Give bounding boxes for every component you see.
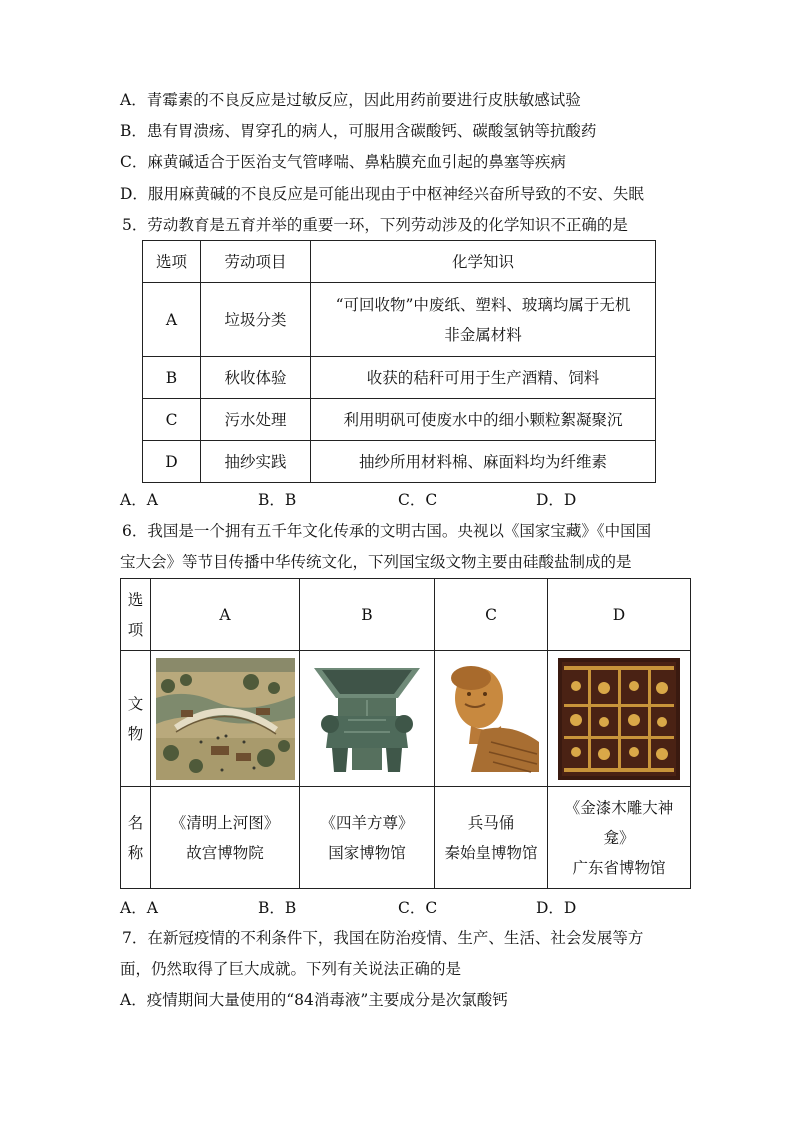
column-option-d: D: [548, 579, 691, 651]
artifact-name: 《四羊方尊》: [320, 813, 414, 832]
painting-image: [156, 658, 295, 780]
q5-stem: 5．劳动教育是五育并举的重要一环，下列劳动涉及的化学知识不正确的是: [122, 216, 628, 234]
q7-option-a: A．疫情期间大量使用的“84消毒液”主要成分是次氯酸钙: [120, 991, 508, 1009]
row-knowledge: [311, 283, 656, 357]
museum-name: 国家博物馆: [328, 843, 406, 862]
q6-table: [120, 578, 691, 889]
name-cell-c: [435, 787, 548, 889]
name-cell-d: [548, 787, 691, 889]
header-knowledge: 化学知识: [311, 241, 656, 283]
answer-d: D．D: [536, 491, 577, 509]
answer-c: C．C: [398, 899, 438, 917]
table-row: [143, 357, 656, 399]
artifact-cell-c: [435, 651, 548, 787]
q7-stem-line-1: 7．在新冠疫情的不利条件下，我国在防治疫情、生产、生活、社会发展等方: [122, 929, 644, 947]
answer-a: A．A: [120, 899, 158, 917]
museum-name: 秦始皇博物馆: [444, 843, 538, 862]
row-option: B: [143, 357, 201, 399]
column-option-a: A: [151, 579, 300, 651]
row-option: D: [143, 441, 201, 483]
label-char: 选: [127, 590, 144, 609]
q7-stem-line-2: 面，仍然取得了巨大成就。下列有关说法正确的是: [120, 960, 462, 978]
table-row: [121, 787, 691, 889]
terracotta-warrior-image: [441, 664, 541, 774]
museum-name: 故宫博物院: [186, 843, 264, 862]
table-header-row: [121, 579, 691, 651]
artifact-name: 《金漆木雕大神: [564, 798, 674, 817]
artifact-name: 《清明上河图》: [170, 813, 280, 832]
name-cell-a: [151, 787, 300, 889]
q5-answer-options: [120, 490, 576, 510]
answer-b: B．B: [258, 899, 297, 917]
row-option: A: [143, 283, 201, 357]
row-label-name: [121, 787, 151, 889]
label-char: 物: [127, 724, 144, 743]
artifact-name-cont: 龛》: [603, 828, 635, 847]
label-char: 称: [127, 843, 144, 862]
q4-option-d: D．服用麻黄碱的不良反应是可能出现由于中枢神经兴奋所导致的不安、失眠: [120, 185, 644, 203]
q5-table: [142, 240, 656, 483]
row-project: 垃圾分类: [201, 283, 311, 357]
label-char: 文: [127, 694, 144, 713]
knowledge-line: “可回收物”中废纸、塑料、玻璃均属于无机: [335, 295, 631, 314]
name-cell-b: [300, 787, 435, 889]
table-row: [121, 651, 691, 787]
column-option-c: C: [435, 579, 548, 651]
row-label-artifact: [121, 651, 151, 787]
row-label-option: [121, 579, 151, 651]
answer-b: B．B: [258, 491, 297, 509]
artifact-name: 兵马俑: [467, 813, 515, 832]
row-knowledge: 利用明矾可使废水中的细小颗粒絮凝聚沉: [311, 399, 656, 441]
bronze-vessel-image: [308, 660, 426, 778]
answer-c: C．C: [398, 491, 438, 509]
row-option: C: [143, 399, 201, 441]
q6-stem-line-2: 宝大会》等节目传播中华传统文化，下列国宝级文物主要由硅酸盐制成的是: [120, 553, 632, 571]
table-row: [143, 441, 656, 483]
row-project: 污水处理: [201, 399, 311, 441]
q4-option-c: C．麻黄碱适合于医治支气管哮喘、鼻粘膜充血引起的鼻塞等疾病: [120, 153, 566, 171]
header-option: 选项: [143, 241, 201, 283]
answer-a: A．A: [120, 491, 158, 509]
knowledge-line: 非金属材料: [444, 325, 522, 344]
label-char: 项: [127, 620, 144, 639]
header-project: 劳动项目: [201, 241, 311, 283]
q4-option-b: B．患有胃溃疡、胃穿孔的病人，可服用含碳酸钙、碳酸氢钠等抗酸药: [120, 122, 597, 140]
artifact-cell-b: [300, 651, 435, 787]
q6-stem-line-1: 6．我国是一个拥有五千年文化传承的文明古国。央视以《国家宝藏》《中国国: [122, 522, 652, 540]
row-knowledge: 收获的秸秆可用于生产酒精、饲料: [311, 357, 656, 399]
row-project: 秋收体验: [201, 357, 311, 399]
q4-option-a: A．青霉素的不良反应是过敏反应，因此用药前要进行皮肤敏感试验: [120, 91, 581, 109]
row-project: 抽纱实践: [201, 441, 311, 483]
artifact-cell-d: [548, 651, 691, 787]
answer-d: D．D: [536, 899, 577, 917]
museum-name: 广东省博物馆: [572, 858, 666, 877]
lacquer-shrine-image: [558, 658, 680, 780]
label-char: 名: [127, 813, 144, 832]
column-option-b: B: [300, 579, 435, 651]
table-header-row: [143, 241, 656, 283]
table-row: [143, 399, 656, 441]
artifact-cell-a: [151, 651, 300, 787]
row-knowledge: 抽纱所用材料棉、麻面料均为纤维素: [311, 441, 656, 483]
table-row: [143, 283, 656, 357]
q6-answer-options: [120, 898, 576, 918]
